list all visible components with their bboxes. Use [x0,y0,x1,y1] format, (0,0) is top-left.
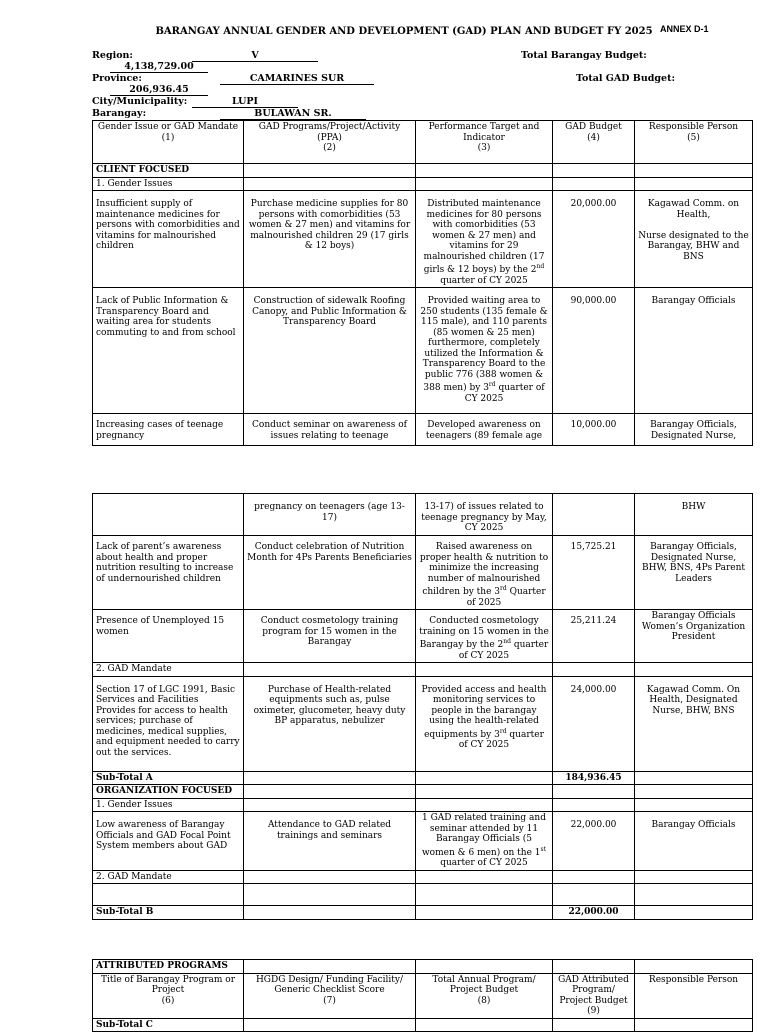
cell-target: Raised awareness on proper health & nutrition to minimize the increasing number of malnourished children by the 3rd Quarter of 2025 [416,536,553,610]
cell-ppa: Purchase medicine supplies for 80 persons with comorbidities (53 women & 27 men) and vitamins for malnourished children 29 (17 girls & 12 boys) [244,191,416,288]
subtotal-a-value: 184,936.45 [553,771,635,785]
cell-person: Barangay Officials [635,288,753,414]
table-row [93,414,753,446]
barangay-label: Barangay: [92,108,147,119]
annex-label: ANNEX D-1 [660,24,709,34]
cell-person: Kagawad Comm. On Health, Designated Nurse, BHW, BNS [635,676,753,771]
section-gad-mandate: 2. GAD Mandate [93,870,244,884]
cell-budget: 20,000.00 [553,191,635,288]
section-row [93,785,753,799]
city-label: City/Municipality: [92,96,188,107]
region-value: V [192,50,318,62]
province-value: CAMARINES SUR [220,73,374,85]
cell-target: 1 GAD related training and seminar attended by 11 Barangay Officials (5 women & 6 men) on the 1st quarter of CY 2025 [416,812,553,871]
section-row [93,663,753,677]
cell-budget [553,494,635,536]
total-gad-value: 206,936.45 [110,84,208,96]
gad-plan-table-1 [92,120,753,446]
attributed-header-row [93,973,753,1018]
cell-target: Distributed maintenance medicines for 80 persons with comorbidities (53 women & 27 men) and vitamins for 29 malnourished children (17 girls & 12 boys) by the 2nd quarter of CY 2025 [416,191,553,288]
cell-ppa: Construction of sidewalk Roofing Canopy, and Public Information & Transparency Board [244,288,416,414]
total-gad-label: Total GAD Budget: [576,73,675,84]
cell-target: Developed awareness on teenagers (89 female age [416,414,553,446]
section-row [93,960,753,974]
col-header-attributed-budget: GAD Attributed Program/ Project Budget (9) [553,973,635,1018]
subtotal-a-label: Sub-Total A [93,771,244,785]
cell-person: Kagawad Comm. on Health, Nurse designated to the Barangay, BHW and BNS [635,191,753,288]
cell-person: Barangay Officials Women’s Organization President [635,610,753,663]
cell-issue: Increasing cases of teenage pregnancy [93,414,244,446]
table-row [93,288,753,414]
cell-person: BHW [635,494,753,536]
table-row [93,536,753,610]
table-row [93,884,753,906]
cell-budget: 24,000.00 [553,676,635,771]
subtotal-row [93,771,753,785]
cell-ppa: Conduct celebration of Nutrition Month for 4Ps Parents Beneficiaries [244,536,416,610]
table-row [93,676,753,771]
section-attributed: ATTRIBUTED PROGRAMS [93,960,244,974]
cell-target: Provided waiting area to 250 students (135 female & 115 male), and 110 parents (85 women & 25 men) furthermore, completely utilized the Information & Transparency Board to the public 776 (388 women & 388 men) by 3rd quarter of CY 2025 [416,288,553,414]
col-header-hgdg: HGDG Design/ Funding Facility/ Generic Checklist Score (7) [244,973,416,1018]
cell-budget: 90,000.00 [553,288,635,414]
cell-budget: 15,725.21 [553,536,635,610]
cell-target: 13-17) of issues related to teenage pregnancy by May, CY 2025 [416,494,553,536]
cell-issue: Section 17 of LGC 1991, Basic Services and Facilities Provides for access to health services; purchase of medicines, medical supplies, and equipment needed to carry out the services. [93,676,244,771]
attributed-programs-table [92,959,753,1032]
cell-target: Provided access and health monitoring services to people in the barangay using the health-related equipments by 3rd quarter of CY 2025 [416,676,553,771]
subtotal-b-value: 22,000.00 [553,906,635,920]
total-budget-label: Total Barangay Budget: [521,50,647,61]
cell-issue: Presence of Unemployed 15 women [93,610,244,663]
cell-budget: 10,000.00 [553,414,635,446]
region-label: Region: [92,50,133,61]
section-gender-issues: 1. Gender Issues [93,177,244,191]
col-header-budget: GAD Budget (4) [553,121,635,164]
subtotal-row [93,1018,753,1032]
document-title: BARANGAY ANNUAL GENDER AND DEVELOPMENT (GAD) PLAN AND BUDGET FY 2025 [155,26,653,37]
col-header-responsible: Responsible Person [635,973,753,1018]
col-header-ppa: GAD Programs/Project/Activity (PPA) (2) [244,121,416,164]
col-header-total-budget: Total Annual Program/ Project Budget (8) [416,973,553,1018]
cell-target: Conducted cosmetology training on 15 women in the Barangay by the 2nd quarter of CY 2025 [416,610,553,663]
section-gad-mandate: 2. GAD Mandate [93,663,244,677]
cell-person: Barangay Officials, Designated Nurse, [635,414,753,446]
section-row [93,870,753,884]
section-row [93,177,753,191]
col-header-target: Performance Target and Indicator (3) [416,121,553,164]
table-row [93,191,753,288]
subtotal-b-label: Sub-Total B [93,906,244,920]
col-header-person: Responsible Person (5) [635,121,753,164]
cell-ppa: Purchase of Health-related equipments such as, pulse oximeter, glucometer, heavy duty BP apparatus, nebulizer [244,676,416,771]
cell-issue: Lack of Public Information & Transparency Board and waiting area for students commuting to and from school [93,288,244,414]
cell-budget: 22,000.00 [553,812,635,871]
table-row [93,494,753,536]
cell-issue: Insufficient supply of maintenance medicines for persons with comorbidities and vitamins for malnourished children [93,191,244,288]
cell-issue: Lack of parent’s awareness about health and proper nutrition resulting to increase of undernourished children [93,536,244,610]
gad-plan-table-2 [92,493,753,920]
province-label: Province: [92,73,142,84]
subtotal-c-label: Sub-Total C [93,1018,244,1032]
table-header-row [93,121,753,164]
cell-issue: Low awareness of Barangay Officials and GAD Focal Point System members about GAD [93,812,244,871]
section-client-focused: CLIENT FOCUSED [93,164,244,178]
table-row [93,610,753,663]
table-row [93,812,753,871]
cell-ppa: Attendance to GAD related trainings and seminars [244,812,416,871]
cell-ppa: pregnancy on teenagers (age 13-17) [244,494,416,536]
cell-person: Barangay Officials, Designated Nurse, BHW, BNS, 4Ps Parent Leaders [635,536,753,610]
cell-budget: 25,211.24 [553,610,635,663]
col-header-issue: Gender Issue or GAD Mandate (1) [93,121,244,164]
subtotal-row [93,906,753,920]
barangay-value: BULAWAN SR. [220,108,366,120]
section-row [93,164,753,178]
cell-ppa: Conduct seminar on awareness of issues relating to teenage [244,414,416,446]
cell-person: Barangay Officials [635,812,753,871]
section-gender-issues: 1. Gender Issues [93,798,244,812]
section-org-focused: ORGANIZATION FOCUSED [93,785,244,799]
total-budget-value: 4,138,729.00 [110,61,208,73]
city-value: LUPI [192,96,298,108]
col-header-title: Title of Barangay Program or Project (6) [93,973,244,1018]
cell-issue [93,494,244,536]
section-row [93,798,753,812]
cell-ppa: Conduct cosmetology training program for 15 women in the Barangay [244,610,416,663]
